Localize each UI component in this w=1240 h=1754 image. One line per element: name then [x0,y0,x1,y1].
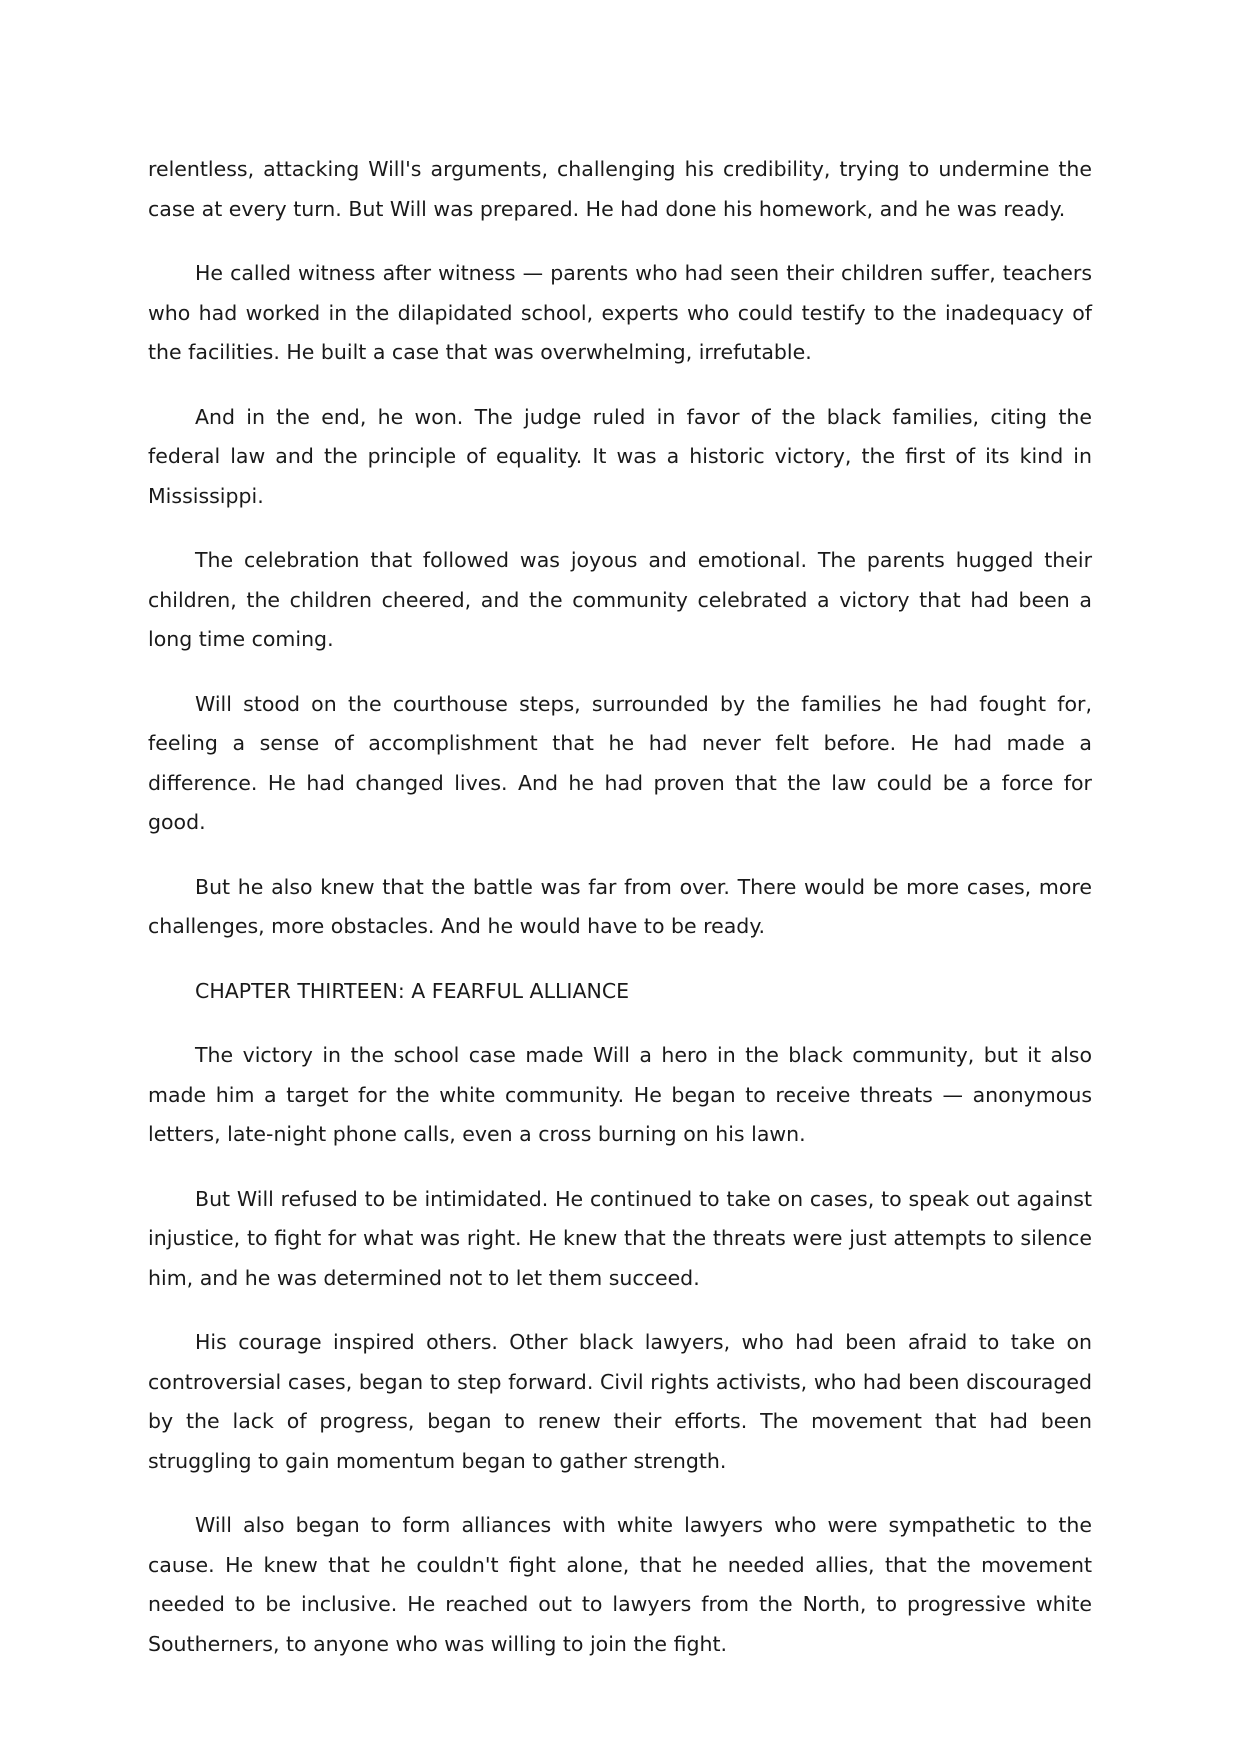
paragraph-threats: The victory in the school case made Will a hero in the black community, but it also made him a target for the white community. He began to receive threats — anonymous letters, late-night phone calls, even a cross burning on his lawn. [148,1043,1092,1146]
paragraph-alliances: Will also began to form alliances with white lawyers who were sympathetic to the cause. He knew that he couldn't fight alone, that he needed allies, that the movement needed to be inclusive. He reached out to lawyers from the North, to progressive white Southerners, to anyone who was willing to join the fight. [148,1513,1092,1656]
chapter-heading: CHAPTER THIRTEEN: A FEARFUL ALLIANCE [195,978,630,1003]
paragraph-battle-not-over: But he also knew that the battle was far from over. There would be more cases, more challenges, more obstacles. And he would have to be ready. [148,874,1092,938]
document-page [148,150,1092,1689]
paragraph-celebration: The celebration that followed was joyous and emotional. The parents hugged their children, the children cheered, and the community celebrated a victory that had been a long time coming. [148,548,1092,651]
paragraph-verdict: And in the end, he won. The judge ruled in favor of the black families, citing the federal law and the principle of equality. It was a historic victory, the first of its kind in Mississippi. [148,404,1092,508]
paragraph-witnesses: He called witness after witness — parents who had seen their children suffer, teachers who had worked in the dilapidated school, experts who could testify to the inadequacy of the facilities. He built a case that was overwhelming, irrefutable. [148,261,1092,364]
paragraph-courthouse-steps: Will stood on the courthouse steps, surrounded by the families he had fought for, feeling a sense of accomplishment that he had never felt before. He had made a difference. He had changed lives. And he had proven that the law could be a force for good. [148,691,1092,834]
paragraph-courage-inspired: His courage inspired others. Other black lawyers, who had been afraid to take on controversial cases, began to step forward. Civil rights activists, who had been discouraged by the lack of progress, began to renew their efforts. The movement that had been struggling to gain momentum began to gather strength. [148,1330,1092,1473]
paragraph-continuation: relentless, attacking Will's arguments, challenging his credibility, trying to undermine the case at every turn. But Will was prepared. He had done his homework, and he was ready. [148,157,1092,221]
paragraph-refused-intimidation: But Will refused to be intimidated. He continued to take on cases, to speak out against injustice, to fight for what was right. He knew that the threats were just attempts to silence him, and he was determined not to let them succeed. [148,1186,1092,1290]
